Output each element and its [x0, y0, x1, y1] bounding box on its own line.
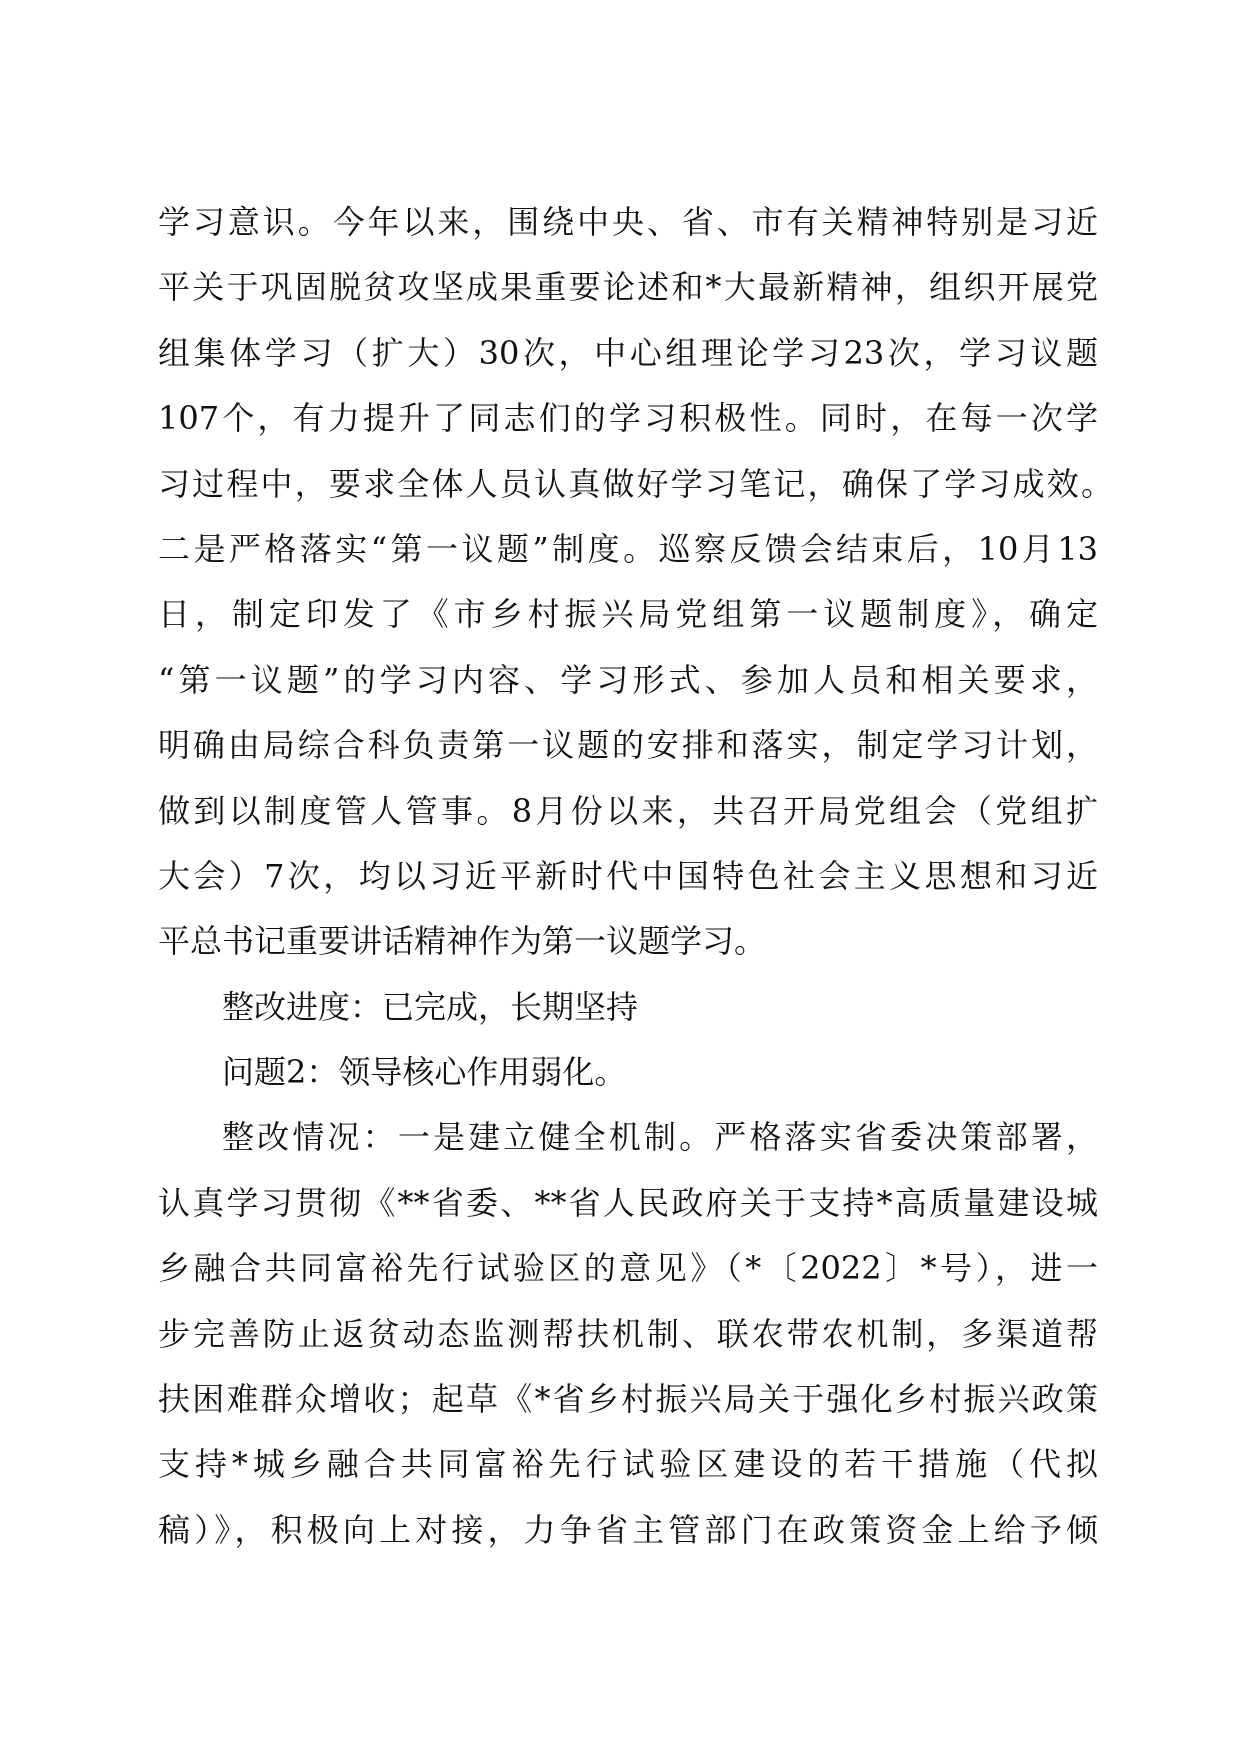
- text-line: 107个，有力提升了同志们的学习积极性。同时，在每一次学: [158, 399, 1098, 438]
- progress-status-line: 整改进度：已完成，长期坚持: [222, 987, 639, 1026]
- text-line: 乡融合共同富裕先行试验区的意见》（*〔2022〕*号），进一: [158, 1249, 1098, 1288]
- text-line: 支持*城乡融合共同富裕先行试验区建设的若干措施（代拟: [158, 1445, 1098, 1484]
- text-line: 二是严格落实“第一议题”制度。巡察反馈会结束后，10月13: [158, 529, 1098, 568]
- text-line: 步完善防止返贫动态监测帮扶机制、联农带农机制，多渠道帮: [158, 1314, 1098, 1353]
- text-line: 明确由局综合科负责第一议题的安排和落实，制定学习计划，: [158, 726, 1098, 765]
- text-line: 稿）》，积极向上对接，力争省主管部门在政策资金上给予倾: [158, 1510, 1098, 1549]
- text-line: 做到以制度管人管事。8月份以来，共召开局党组会（党组扩: [158, 791, 1098, 830]
- text-line: 扶困难群众增收；起草《*省乡村振兴局关于强化乡村振兴政策: [158, 1380, 1098, 1419]
- text-line: 认真学习贯彻《**省委、**省人民政府关于支持*高质量建设城: [158, 1183, 1098, 1222]
- text-line: 大会）7次，均以习近平新时代中国特色社会主义思想和习近: [158, 856, 1098, 895]
- text-line: 平关于巩固脱贫攻坚成果重要论述和*大最新精神，组织开展党: [158, 268, 1098, 307]
- text-line: 平总书记重要讲话精神作为第一议题学习。: [158, 922, 767, 961]
- text-line: 组集体学习（扩大）30次，中心组理论学习23次，学习议题: [158, 333, 1098, 372]
- document-body: [158, 190, 1113, 1563]
- text-line: 学习意识。今年以来，围绕中央、省、市有关精神特别是习近: [158, 203, 1098, 241]
- rectification-status-line: 整改情况：一是建立健全机制。严格落实省委决策部署，: [222, 1118, 1098, 1157]
- problem-heading-line: 问题2：领导核心作用弱化。: [222, 1053, 627, 1092]
- text-line: 习过程中，要求全体人员认真做好学习笔记，确保了学习成效。: [158, 464, 1113, 503]
- text-line: 日，制定印发了《市乡村振兴局党组第一议题制度》，确定: [158, 595, 1098, 634]
- text-line: “第一议题”的学习内容、学习形式、参加人员和相关要求，: [158, 660, 1098, 699]
